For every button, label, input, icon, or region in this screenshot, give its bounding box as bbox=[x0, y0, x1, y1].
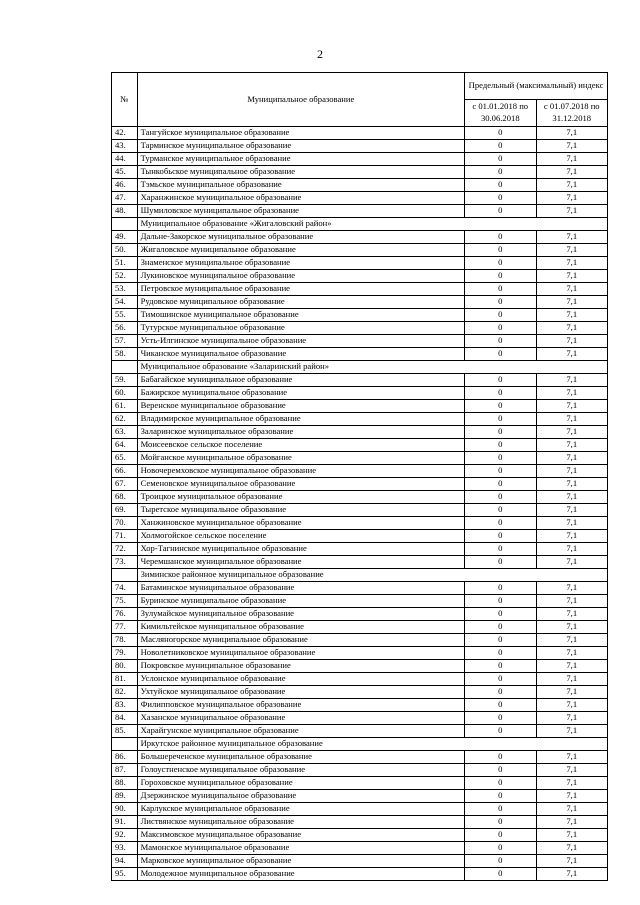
municipality-name: Заларинское муниципальное образование bbox=[137, 426, 464, 439]
index-period-2: 7,1 bbox=[536, 790, 608, 803]
municipality-name: Троицкое муниципальное образование bbox=[137, 491, 464, 504]
index-period-1: 0 bbox=[465, 647, 536, 660]
table-row bbox=[112, 699, 608, 712]
index-period-2: 7,1 bbox=[536, 673, 608, 686]
index-period-2: 7,1 bbox=[536, 712, 608, 725]
index-period-1: 0 bbox=[465, 855, 536, 868]
row-number: 61. bbox=[112, 400, 138, 413]
table-row bbox=[112, 751, 608, 764]
table-row bbox=[112, 764, 608, 777]
index-period-1: 0 bbox=[465, 777, 536, 790]
row-number: 84. bbox=[112, 712, 138, 725]
municipality-name: Владимирское муниципальное образование bbox=[137, 413, 464, 426]
table-row bbox=[112, 634, 608, 647]
row-number: 76. bbox=[112, 608, 138, 621]
index-period-2: 7,1 bbox=[536, 829, 608, 842]
municipality-name: Усть-Илгинское муниципальное образование bbox=[137, 335, 464, 348]
index-period-1: 0 bbox=[465, 660, 536, 673]
index-period-2: 7,1 bbox=[536, 530, 608, 543]
row-number: 90. bbox=[112, 803, 138, 816]
index-period-1: 0 bbox=[465, 517, 536, 530]
row-number: 73. bbox=[112, 556, 138, 569]
index-period-1: 0 bbox=[465, 244, 536, 257]
municipality-name: Тимошинское муниципальное образование bbox=[137, 309, 464, 322]
table-row bbox=[112, 283, 608, 296]
row-number: 93. bbox=[112, 842, 138, 855]
municipality-name: Семеновское муниципальное образование bbox=[137, 478, 464, 491]
index-period-1: 0 bbox=[465, 387, 536, 400]
row-number: 48. bbox=[112, 205, 138, 218]
municipality-name: Тангуйское муниципальное образование bbox=[137, 127, 464, 140]
table-row bbox=[112, 556, 608, 569]
index-period-1: 0 bbox=[465, 140, 536, 153]
index-period-2: 7,1 bbox=[536, 777, 608, 790]
index-period-2: 7,1 bbox=[536, 634, 608, 647]
header-period-2: с 01.07.2018 по 31.12.2018 bbox=[536, 100, 608, 127]
municipality-name: Дальне-Закорское муниципальное образование bbox=[137, 231, 464, 244]
row-number: 89. bbox=[112, 790, 138, 803]
table-row bbox=[112, 439, 608, 452]
municipality-name: Буринское муниципальное образование bbox=[137, 595, 464, 608]
row-number: 85. bbox=[112, 725, 138, 738]
table-row bbox=[112, 504, 608, 517]
index-period-1: 0 bbox=[465, 725, 536, 738]
table-row bbox=[112, 374, 608, 387]
municipality-name: Новолетниковское муниципальное образование bbox=[137, 647, 464, 660]
table-row bbox=[112, 595, 608, 608]
row-number: 56. bbox=[112, 322, 138, 335]
index-period-1: 0 bbox=[465, 530, 536, 543]
index-period-2: 7,1 bbox=[536, 244, 608, 257]
header-period-1: с 01.01.2018 по 30.06.2018 bbox=[465, 100, 536, 127]
row-number: 81. bbox=[112, 673, 138, 686]
table-row bbox=[112, 179, 608, 192]
index-period-1: 0 bbox=[465, 751, 536, 764]
municipality-name: Тарминское муниципальное образование bbox=[137, 140, 464, 153]
index-period-2: 7,1 bbox=[536, 751, 608, 764]
row-number: 67. bbox=[112, 478, 138, 491]
row-number: 51. bbox=[112, 257, 138, 270]
section-title: Муниципальное образование «Жигаловский район» bbox=[137, 218, 607, 231]
municipality-name: Масляногорское муниципальное образование bbox=[137, 634, 464, 647]
index-period-1: 0 bbox=[465, 582, 536, 595]
index-period-2: 7,1 bbox=[536, 374, 608, 387]
section-row bbox=[112, 361, 608, 374]
table-row bbox=[112, 387, 608, 400]
row-number: 80. bbox=[112, 660, 138, 673]
table-row bbox=[112, 868, 608, 881]
index-period-2: 7,1 bbox=[536, 322, 608, 335]
index-period-2: 7,1 bbox=[536, 582, 608, 595]
index-period-1: 0 bbox=[465, 816, 536, 829]
index-period-1: 0 bbox=[465, 374, 536, 387]
table-row bbox=[112, 530, 608, 543]
index-period-1: 0 bbox=[465, 764, 536, 777]
municipality-name: Кимильтейское муниципальное образование bbox=[137, 621, 464, 634]
municipality-name: Харайгунское муниципальное образование bbox=[137, 725, 464, 738]
row-number: 60. bbox=[112, 387, 138, 400]
section-row bbox=[112, 218, 608, 231]
municipality-name: Хазанское муниципальное образование bbox=[137, 712, 464, 725]
index-period-2: 7,1 bbox=[536, 348, 608, 361]
index-period-1: 0 bbox=[465, 556, 536, 569]
row-number: 70. bbox=[112, 517, 138, 530]
table-row bbox=[112, 673, 608, 686]
header-number: № bbox=[112, 73, 138, 127]
table-row bbox=[112, 608, 608, 621]
index-period-1: 0 bbox=[465, 322, 536, 335]
municipality-name: Чиканское муниципальное образование bbox=[137, 348, 464, 361]
index-period-2: 7,1 bbox=[536, 699, 608, 712]
row-number: 66. bbox=[112, 465, 138, 478]
table-row bbox=[112, 686, 608, 699]
section-number-cell bbox=[112, 569, 138, 582]
municipality-name: Петровское муниципальное образование bbox=[137, 283, 464, 296]
index-period-2: 7,1 bbox=[536, 543, 608, 556]
index-period-1: 0 bbox=[465, 231, 536, 244]
index-period-2: 7,1 bbox=[536, 504, 608, 517]
row-number: 55. bbox=[112, 309, 138, 322]
table-row bbox=[112, 426, 608, 439]
municipality-name: Черемшанское муниципальное образование bbox=[137, 556, 464, 569]
index-period-1: 0 bbox=[465, 439, 536, 452]
municipality-name: Жигаловское муниципальное образование bbox=[137, 244, 464, 257]
municipality-name: Большереченское муниципальное образование bbox=[137, 751, 464, 764]
index-period-2: 7,1 bbox=[536, 426, 608, 439]
section-number-cell bbox=[112, 218, 138, 231]
index-period-1: 0 bbox=[465, 205, 536, 218]
row-number: 43. bbox=[112, 140, 138, 153]
row-number: 77. bbox=[112, 621, 138, 634]
municipality-name: Максимовское муниципальное образование bbox=[137, 829, 464, 842]
index-period-2: 7,1 bbox=[536, 400, 608, 413]
index-period-2: 7,1 bbox=[536, 647, 608, 660]
table-body bbox=[112, 127, 608, 881]
section-row bbox=[112, 738, 608, 751]
header-max-index: Предельный (максимальный) индекс bbox=[465, 73, 608, 100]
municipality-name: Бабагайское муниципальное образование bbox=[137, 374, 464, 387]
municipality-name: Лукиновское муниципальное образование bbox=[137, 270, 464, 283]
municipality-name: Тынкобьское муниципальное образование bbox=[137, 166, 464, 179]
section-title: Иркутское районное муниципальное образование bbox=[137, 738, 607, 751]
municipality-name: Голоустненское муниципальное образование bbox=[137, 764, 464, 777]
index-period-2: 7,1 bbox=[536, 283, 608, 296]
index-period-2: 7,1 bbox=[536, 517, 608, 530]
row-number: 64. bbox=[112, 439, 138, 452]
table-row bbox=[112, 621, 608, 634]
row-number: 57. bbox=[112, 335, 138, 348]
table-row bbox=[112, 231, 608, 244]
table-row bbox=[112, 660, 608, 673]
index-period-2: 7,1 bbox=[536, 816, 608, 829]
row-number: 86. bbox=[112, 751, 138, 764]
table-row bbox=[112, 465, 608, 478]
municipality-name: Шумиловское муниципальное образование bbox=[137, 205, 464, 218]
table-row bbox=[112, 257, 608, 270]
table-row bbox=[112, 400, 608, 413]
index-period-1: 0 bbox=[465, 179, 536, 192]
index-period-1: 0 bbox=[465, 452, 536, 465]
row-number: 78. bbox=[112, 634, 138, 647]
municipality-name: Хор-Тагнинское муниципальное образование bbox=[137, 543, 464, 556]
municipality-name: Тутурское муниципальное образование bbox=[137, 322, 464, 335]
municipality-name: Знаменское муниципальное образование bbox=[137, 257, 464, 270]
table-row bbox=[112, 309, 608, 322]
index-period-1: 0 bbox=[465, 803, 536, 816]
table-row bbox=[112, 296, 608, 309]
row-number: 71. bbox=[112, 530, 138, 543]
index-period-1: 0 bbox=[465, 270, 536, 283]
index-period-1: 0 bbox=[465, 491, 536, 504]
table-row bbox=[112, 270, 608, 283]
table-row bbox=[112, 829, 608, 842]
row-number: 50. bbox=[112, 244, 138, 257]
municipality-name: Харанжинское муниципальное образование bbox=[137, 192, 464, 205]
table-row bbox=[112, 140, 608, 153]
table-row bbox=[112, 543, 608, 556]
row-number: 72. bbox=[112, 543, 138, 556]
table-row bbox=[112, 452, 608, 465]
section-row bbox=[112, 569, 608, 582]
index-period-2: 7,1 bbox=[536, 842, 608, 855]
header-municipality: Муниципальное образование bbox=[137, 73, 464, 127]
table-row bbox=[112, 413, 608, 426]
row-number: 95. bbox=[112, 868, 138, 881]
municipality-name: Ухтуйское муниципальное образование bbox=[137, 686, 464, 699]
row-number: 65. bbox=[112, 452, 138, 465]
municipality-name: Мойганское муниципальное образование bbox=[137, 452, 464, 465]
table-row bbox=[112, 322, 608, 335]
row-number: 47. bbox=[112, 192, 138, 205]
page-number: 2 bbox=[317, 47, 323, 61]
table-row bbox=[112, 127, 608, 140]
row-number: 75. bbox=[112, 595, 138, 608]
municipality-name: Турманское муниципальное образование bbox=[137, 153, 464, 166]
section-number-cell bbox=[112, 738, 138, 751]
index-period-2: 7,1 bbox=[536, 855, 608, 868]
index-period-1: 0 bbox=[465, 842, 536, 855]
table-row bbox=[112, 725, 608, 738]
municipality-name: Дзержинское муниципальное образование bbox=[137, 790, 464, 803]
index-period-2: 7,1 bbox=[536, 803, 608, 816]
index-period-2: 7,1 bbox=[536, 140, 608, 153]
table-row bbox=[112, 712, 608, 725]
row-number: 68. bbox=[112, 491, 138, 504]
index-period-1: 0 bbox=[465, 400, 536, 413]
table-row bbox=[112, 205, 608, 218]
table-row bbox=[112, 816, 608, 829]
municipality-name: Покровское муниципальное образование bbox=[137, 660, 464, 673]
index-period-1: 0 bbox=[465, 829, 536, 842]
municipality-name: Рудовское муниципальное образование bbox=[137, 296, 464, 309]
index-period-2: 7,1 bbox=[536, 439, 608, 452]
index-period-2: 7,1 bbox=[536, 270, 608, 283]
row-number: 59. bbox=[112, 374, 138, 387]
section-number-cell bbox=[112, 361, 138, 374]
index-period-2: 7,1 bbox=[536, 868, 608, 881]
index-period-2: 7,1 bbox=[536, 153, 608, 166]
municipality-name: Листвянское муниципальное образование bbox=[137, 816, 464, 829]
row-number: 58. bbox=[112, 348, 138, 361]
table-row bbox=[112, 790, 608, 803]
index-period-1: 0 bbox=[465, 699, 536, 712]
index-period-2: 7,1 bbox=[536, 452, 608, 465]
index-period-1: 0 bbox=[465, 335, 536, 348]
row-number: 52. bbox=[112, 270, 138, 283]
index-period-2: 7,1 bbox=[536, 764, 608, 777]
row-number: 74. bbox=[112, 582, 138, 595]
index-period-2: 7,1 bbox=[536, 556, 608, 569]
index-period-1: 0 bbox=[465, 868, 536, 881]
index-period-1: 0 bbox=[465, 348, 536, 361]
index-period-2: 7,1 bbox=[536, 231, 608, 244]
table-row bbox=[112, 582, 608, 595]
row-number: 92. bbox=[112, 829, 138, 842]
index-period-2: 7,1 bbox=[536, 257, 608, 270]
index-period-2: 7,1 bbox=[536, 192, 608, 205]
index-period-1: 0 bbox=[465, 595, 536, 608]
row-number: 46. bbox=[112, 179, 138, 192]
table-row bbox=[112, 855, 608, 868]
municipality-name: Новочеремховское муниципальное образование bbox=[137, 465, 464, 478]
municipality-name: Мамонское муниципальное образование bbox=[137, 842, 464, 855]
index-period-2: 7,1 bbox=[536, 179, 608, 192]
section-title: Зиминское районное муниципальное образование bbox=[137, 569, 607, 582]
row-number: 87. bbox=[112, 764, 138, 777]
table-row bbox=[112, 348, 608, 361]
index-period-2: 7,1 bbox=[536, 205, 608, 218]
table-row bbox=[112, 842, 608, 855]
index-period-1: 0 bbox=[465, 283, 536, 296]
index-period-1: 0 bbox=[465, 673, 536, 686]
row-number: 91. bbox=[112, 816, 138, 829]
table-row bbox=[112, 491, 608, 504]
row-number: 79. bbox=[112, 647, 138, 660]
table-row bbox=[112, 777, 608, 790]
index-period-1: 0 bbox=[465, 465, 536, 478]
municipality-name: Веренское муниципальное образование bbox=[137, 400, 464, 413]
table-row bbox=[112, 478, 608, 491]
table-row bbox=[112, 335, 608, 348]
index-period-2: 7,1 bbox=[536, 478, 608, 491]
index-period-1: 0 bbox=[465, 127, 536, 140]
index-period-2: 7,1 bbox=[536, 413, 608, 426]
index-period-2: 7,1 bbox=[536, 660, 608, 673]
index-period-2: 7,1 bbox=[536, 491, 608, 504]
municipal-index-table bbox=[111, 72, 608, 881]
table-row bbox=[112, 803, 608, 816]
municipality-name: Марковское муниципальное образование bbox=[137, 855, 464, 868]
row-number: 62. bbox=[112, 413, 138, 426]
index-period-2: 7,1 bbox=[536, 309, 608, 322]
index-period-2: 7,1 bbox=[536, 296, 608, 309]
index-period-1: 0 bbox=[465, 608, 536, 621]
municipality-name: Карлукское муниципальное образование bbox=[137, 803, 464, 816]
municipality-name: Молодежное муниципальное образование bbox=[137, 868, 464, 881]
index-period-1: 0 bbox=[465, 504, 536, 517]
index-period-2: 7,1 bbox=[536, 465, 608, 478]
index-period-1: 0 bbox=[465, 634, 536, 647]
index-period-1: 0 bbox=[465, 621, 536, 634]
table-row bbox=[112, 192, 608, 205]
index-period-2: 7,1 bbox=[536, 335, 608, 348]
table-row bbox=[112, 647, 608, 660]
index-period-1: 0 bbox=[465, 478, 536, 491]
municipality-name: Гороховское муниципальное образование bbox=[137, 777, 464, 790]
municipality-name: Филипповское муниципальное образование bbox=[137, 699, 464, 712]
row-number: 49. bbox=[112, 231, 138, 244]
table-row bbox=[112, 244, 608, 257]
index-period-1: 0 bbox=[465, 426, 536, 439]
index-period-1: 0 bbox=[465, 166, 536, 179]
row-number: 69. bbox=[112, 504, 138, 517]
index-period-2: 7,1 bbox=[536, 725, 608, 738]
row-number: 42. bbox=[112, 127, 138, 140]
municipality-name: Тэмьское муниципальное образование bbox=[137, 179, 464, 192]
row-number: 83. bbox=[112, 699, 138, 712]
index-period-1: 0 bbox=[465, 413, 536, 426]
index-period-2: 7,1 bbox=[536, 387, 608, 400]
index-period-2: 7,1 bbox=[536, 595, 608, 608]
row-number: 45. bbox=[112, 166, 138, 179]
index-period-1: 0 bbox=[465, 686, 536, 699]
index-period-1: 0 bbox=[465, 309, 536, 322]
index-period-2: 7,1 bbox=[536, 127, 608, 140]
index-period-1: 0 bbox=[465, 543, 536, 556]
index-period-2: 7,1 bbox=[536, 608, 608, 621]
municipality-name: Зулумайское муниципальное образование bbox=[137, 608, 464, 621]
section-title: Муниципальное образование «Заларинский район» bbox=[137, 361, 607, 374]
municipality-name: Услонское муниципальное образование bbox=[137, 673, 464, 686]
row-number: 82. bbox=[112, 686, 138, 699]
index-period-1: 0 bbox=[465, 257, 536, 270]
municipality-name: Батаминское муниципальное образование bbox=[137, 582, 464, 595]
row-number: 94. bbox=[112, 855, 138, 868]
index-period-1: 0 bbox=[465, 296, 536, 309]
index-period-1: 0 bbox=[465, 192, 536, 205]
index-period-2: 7,1 bbox=[536, 166, 608, 179]
row-number: 44. bbox=[112, 153, 138, 166]
municipality-name: Моисеевское сельское поселение bbox=[137, 439, 464, 452]
row-number: 54. bbox=[112, 296, 138, 309]
row-number: 88. bbox=[112, 777, 138, 790]
index-period-2: 7,1 bbox=[536, 686, 608, 699]
index-period-1: 0 bbox=[465, 712, 536, 725]
table-row bbox=[112, 153, 608, 166]
row-number: 63. bbox=[112, 426, 138, 439]
municipality-name: Холмогойское сельское поселение bbox=[137, 530, 464, 543]
municipality-name: Тыретское муниципальное образование bbox=[137, 504, 464, 517]
index-period-1: 0 bbox=[465, 790, 536, 803]
row-number: 53. bbox=[112, 283, 138, 296]
municipality-name: Ханжиновское муниципальное образование bbox=[137, 517, 464, 530]
index-period-1: 0 bbox=[465, 153, 536, 166]
table-row bbox=[112, 517, 608, 530]
index-period-2: 7,1 bbox=[536, 621, 608, 634]
municipality-name: Бажирское муниципальное образование bbox=[137, 387, 464, 400]
table-row bbox=[112, 166, 608, 179]
